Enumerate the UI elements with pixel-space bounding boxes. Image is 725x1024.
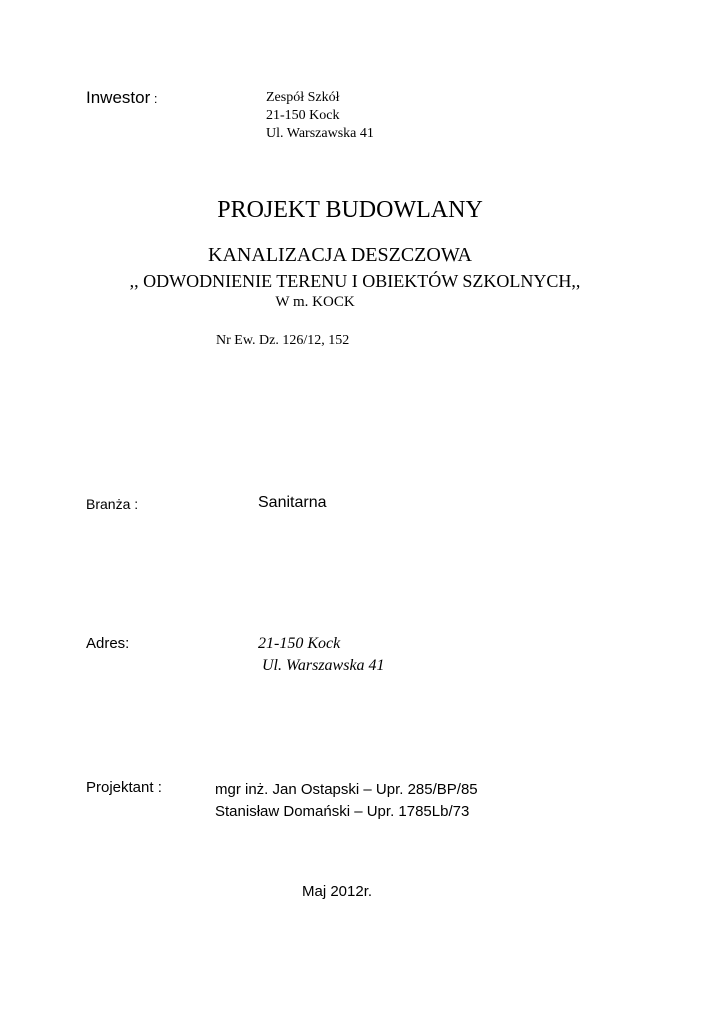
investor-street: Ul. Warszawska 41 [266, 126, 374, 141]
document-date: Maj 2012r. [302, 883, 373, 900]
designer-1: mgr inż. Jan Ostapski – Upr. 285/BP/85 [215, 781, 478, 798]
document-location: W m. KOCK [275, 294, 355, 310]
investor-name: Zespół Szkół [266, 90, 340, 105]
designer-2: Stanisław Domański – Upr. 1785Lb/73 [215, 803, 470, 820]
investor-label [86, 88, 157, 108]
investor-label-text: Inwestor [86, 88, 151, 107]
branza-value: Sanitarna [258, 494, 327, 511]
address-line-1: 21-150 Kock [258, 635, 341, 652]
address-line-2: Ul. Warszawska 41 [262, 657, 385, 674]
plot-number: Nr Ew. Dz. 126/12, 152 [216, 333, 350, 348]
document-description: ,, ODWODNIENIE TERENU I OBIEKTÓW SZKOLNYCH,, [129, 271, 581, 291]
investor-label-colon: : [150, 91, 158, 106]
document-subtitle: KANALIZACJA DESZCZOWA [208, 244, 472, 266]
investor-details [266, 89, 374, 143]
document-title: PROJEKT BUDOWLANY [217, 197, 483, 223]
investor-postal: 21-150 Kock [266, 108, 340, 123]
branza-label: Branża : [86, 496, 139, 512]
address-details [258, 633, 385, 677]
designers-label: Projektant : [86, 779, 162, 796]
designers-list [215, 779, 478, 823]
address-label: Adres: [86, 635, 130, 652]
